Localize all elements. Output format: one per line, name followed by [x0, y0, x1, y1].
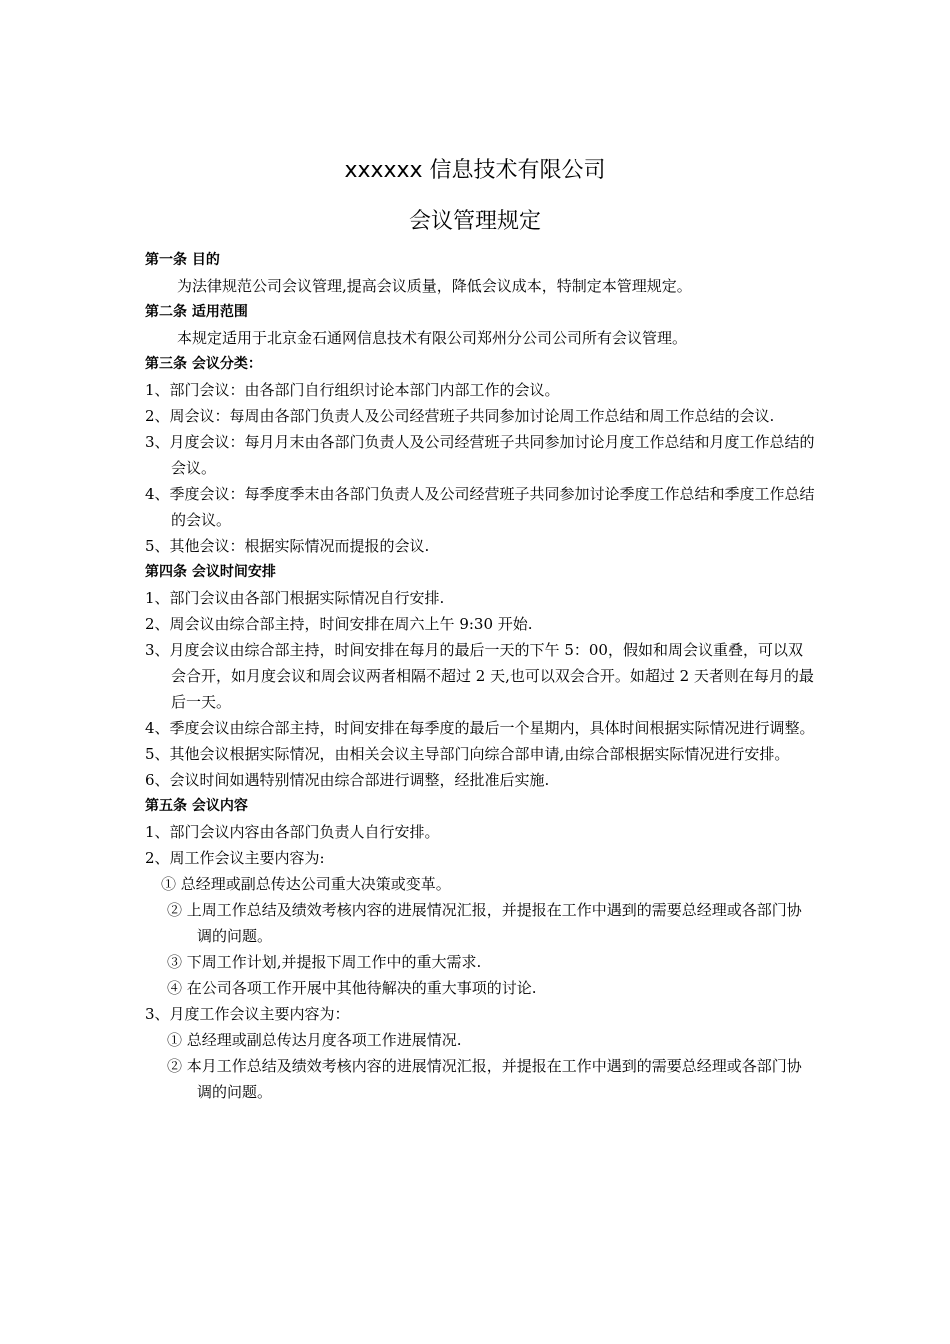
sub-list-item: ② 上周工作总结及绩效考核内容的进展情况汇报，并提报在工作中遇到的需要总经理或各部门协调的问题。 [167, 901, 802, 945]
paragraph: 本规定适用于北京金石通网信息技术有限公司郑州分公司公司所有会议管理。 [177, 329, 688, 347]
list-item: 2、周工作会议主要内容为: [145, 849, 325, 867]
list-item: 4、季度会议：每季度季末由各部门负责人及公司经营班子共同参加讨论季度工作总结和季度工作总结的会议。 [145, 485, 815, 529]
section-heading: 第五条 会议内容 [145, 798, 248, 814]
document-title: xxxxxx 信息技术有限公司 [344, 158, 606, 183]
list-item: 1、部门会议：由各部门自行组织讨论本部门内部工作的会议。 [145, 381, 560, 399]
list-item: 6、会议时间如遇特别情况由综合部进行调整，经批准后实施. [145, 771, 550, 789]
sub-list-item: ① 总经理或副总传达月度各项工作进展情况. [167, 1031, 462, 1049]
section-heading: 第二条 适用范围 [145, 304, 248, 320]
sub-list-item: ③ 下周工作计划,并提报下周工作中的重大需求. [167, 953, 482, 971]
list-item: 1、部门会议内容由各部门负责人自行安排。 [145, 823, 440, 841]
sub-list-item: ② 本月工作总结及绩效考核内容的进展情况汇报，并提报在工作中遇到的需要总经理或各部门协调的问题。 [167, 1057, 802, 1101]
list-item: 5、其他会议根据实际情况，由相关会议主导部门向综合部申请,由综合部根据实际情况进行安排。 [145, 745, 790, 763]
list-item: 1、部门会议由各部门根据实际情况自行安排. [145, 589, 445, 607]
list-item: 4、季度会议由综合部主持，时间安排在每季度的最后一个星期内，具体时间根据实际情况进行调整。 [145, 719, 815, 737]
section-heading: 第三条 会议分类： [145, 356, 262, 372]
section-heading: 第四条 会议时间安排 [145, 564, 276, 580]
list-item: 2、周会议由综合部主持，时间安排在周六上午 9:30 开始. [145, 615, 533, 633]
paragraph: 为法律规范公司会议管理,提高会议质量，降低会议成本，特制定本管理规定。 [177, 277, 692, 295]
list-item: 5、其他会议：根据实际情况而提报的会议. [145, 537, 430, 555]
section-heading: 第一条 目的 [145, 252, 220, 268]
document-body [145, 247, 815, 1105]
list-item: 3、月度会议：每月月末由各部门负责人及公司经营班子共同参加讨论月度工作总结和月度工作总结的会议。 [145, 433, 815, 477]
list-item: 3、月度工作会议主要内容为： [145, 1005, 350, 1023]
document-subtitle: 会议管理规定 [408, 209, 541, 234]
list-item: 2、周会议：每周由各部门负责人及公司经营班子共同参加讨论周工作总结和周工作总结的会议. [145, 407, 775, 425]
sub-list-item: ④ 在公司各项工作开展中其他待解决的重大事项的讨论. [167, 979, 537, 997]
sub-list-item: ① 总经理或副总传达公司重大决策或变革。 [161, 875, 451, 893]
list-item: 3、月度会议由综合部主持，时间安排在每月的最后一天的下午 5：00，假如和周会议重叠，可以双会合开，如月度会议和周会议两者相隔不超过 2 天,也可以双会合开。如超过 2 天者则在每月的最后一天。 [145, 641, 814, 711]
